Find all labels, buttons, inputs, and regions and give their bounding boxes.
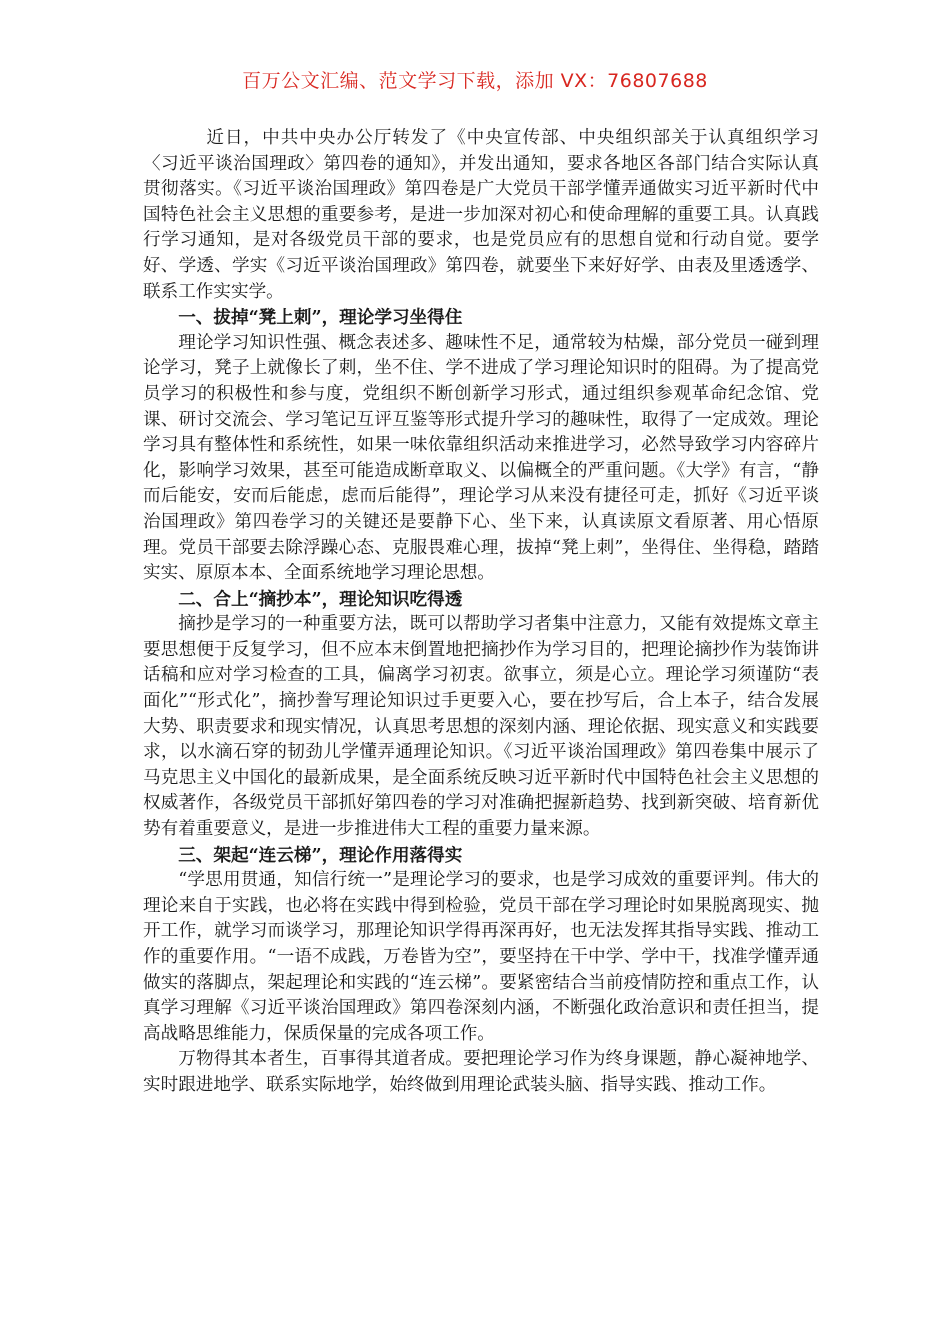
intro-paragraph: 近日，中共中央办公厅转发了《中央宣传部、中央组织部关于认真组织学习〈习近平谈治国理政〉第四卷的通知》，并发出通知，要求各地区各部门结合实际认真贯彻落实。《习近平谈治国理政》第四卷是广大党员干部学懂弄通做实习近平新时代中国特色社会主义思想的重要参考，是进一步加深对初心和使命理解的重要工具。认真践行学习通知，是对各级党员干部的要求，也是党员应有的思想自觉和行动自觉。要学好、学透、学实《习近平谈治国理政》第四卷，就要坐下来好好学、由表及里透透学、联系工作实实学。 (143, 128, 819, 302)
section-heading-3: 三、架起“连云梯”，理论作用落得实 (178, 844, 463, 866)
section-paragraph-2: 摘抄是学习的一种重要方法，既可以帮助学习者集中注意力，又能有效提炼文章主要思想便于反复学习，但不应本末倒置地把摘抄作为学习目的，把理论摘抄作为装饰讲话稿和应对学习检查的工具，偏离学习初衷。欲事立，须是心立。理论学习须谨防“表面化”“形式化”，摘抄誊写理论知识过手更要入心，要在抄写后，合上本子，结合发展大势、职责要求和现实情况，认真思考思想的深刻内涵、理论依据、现实意义和实践要求，以水滴石穿的韧劲儿学懂弄通理论知识。《习近平谈治国理政》第四卷集中展示了马克思主义中国化的最新成果，是全面系统反映习近平新时代中国特色社会主义思想的权威著作，各级党员干部抓好第四卷的学习对准确把握新趋势、找到新突破、培育新优势有着重要意义，是进一步推进伟大工程的重要力量来源。 (143, 614, 819, 840)
section-heading-2: 二、合上“摘抄本”，理论知识吃得透 (178, 588, 463, 610)
section-paragraph-3: “学思用贯通，知信行统一”是理论学习的要求，也是学习成效的重要评判。伟大的理论来自于实践，也必将在实践中得到检验，党员干部在学习理论时如果脱离现实、抛开工作，就学习而谈学习，那理论知识学得再深再好，也无法发挥其指导实践、推动工作的重要作用。“一语不成践，万卷皆为空”，要坚持在干中学、学中干，找准学懂弄通做实的落脚点，架起理论和实践的“连云梯”。要紧密结合当前疫情防控和重点工作，认真学习理解《习近平谈治国理政》第四卷深刻内涵，不断强化政治意识和责任担当，提高战略思维能力，保质保量的完成各项工作。 (143, 870, 819, 1044)
promo-banner: 百万公文汇编、范文学习下载，添加 VX：76807688 (242, 70, 708, 92)
section-paragraph-1: 理论学习知识性强、概念表述多、趣味性不足，通常较为枯燥，部分党员一碰到理论学习，凳子上就像长了刺，坐不住、学不进成了学习理论知识时的阻碍。为了提高党员学习的积极性和参与度，党组织不断创新学习形式，通过组织参观革命纪念馆、党课、研讨交流会、学习笔记互评互鉴等形式提升学习的趣味性，取得了一定成效。理论学习具有整体性和系统性，如果一味依靠组织活动来推进学习，必然导致学习内容碎片化，影响学习效果，甚至可能造成断章取义、以偏概全的严重问题。《大学》有言，“静而后能安，安而后能虑，虑而后能得”，理论学习从来没有捷径可走，抓好《习近平谈治国理政》第四卷学习的关键还是要静下心、坐下来，认真读原文看原著、用心悟原理。党员干部要去除浮躁心态、克服畏难心理，拔掉“凳上刺”，坐得住、坐得稳，踏踏实实、原原本本、全面系统地学习理论思想。 (143, 332, 819, 584)
article-body (143, 126, 819, 1099)
closing-paragraph: 万物得其本者生，百事得其道者成。要把理论学习作为终身课题，静心凝神地学、实时跟进地学、联系实际地学，始终做到用理论武装头脑、指导实践、推动工作。 (143, 1049, 819, 1095)
section-heading-1: 一、拔掉“凳上刺”，理论学习坐得住 (178, 307, 463, 329)
